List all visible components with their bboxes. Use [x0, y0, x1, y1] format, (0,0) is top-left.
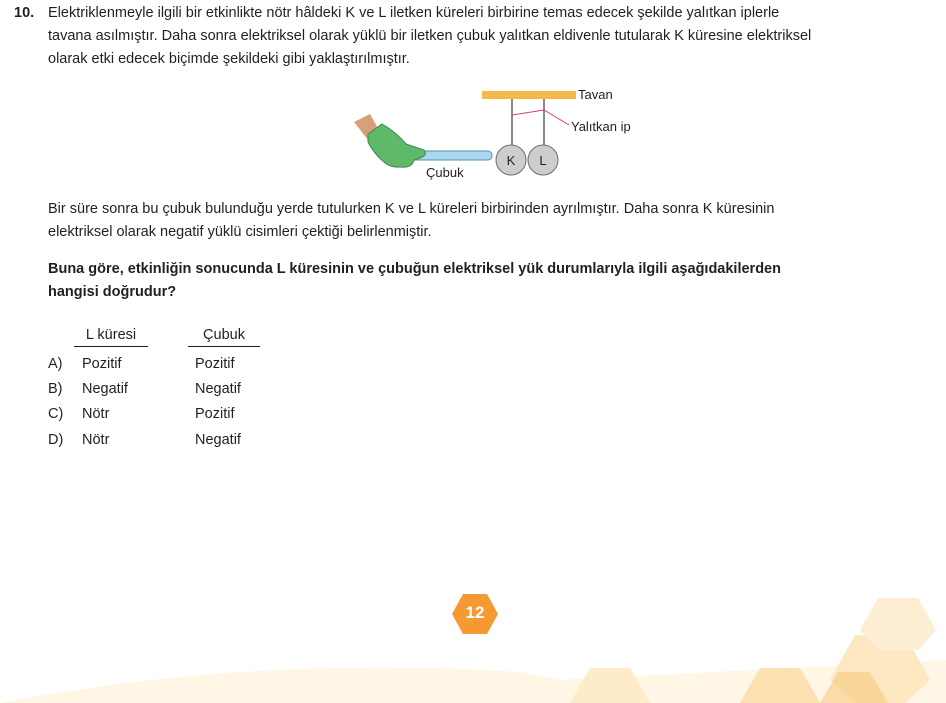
option-a-rod[interactable]: Pozitif — [195, 356, 235, 372]
option-c-rod[interactable]: Pozitif — [195, 406, 235, 422]
ceiling-label: Tavan — [578, 87, 613, 102]
option-c-letter[interactable]: C) — [48, 406, 64, 422]
option-d-l-sphere[interactable]: Nötr — [82, 432, 110, 448]
question-stem — [48, 2, 933, 71]
option-b-rod[interactable]: Negatif — [195, 381, 241, 397]
prompt-line-1: Buna göre, etkinliğin sonucunda L küresinin ve çubuğun elektriksel yük durumlarıyla ilgili aşağıdakilerden — [48, 261, 781, 277]
option-b-l-sphere[interactable]: Negatif — [82, 381, 128, 397]
para2-line-2: elektriksel olarak negatif yüklü cisimleri çektiği belirlenmiştir. — [48, 224, 432, 240]
prompt-line-2: hangisi doğrudur? — [48, 284, 177, 300]
option-c-l-sphere[interactable]: Nötr — [82, 406, 110, 422]
header-l-sphere: L küresi — [74, 327, 148, 347]
para2-line-1: Bir süre sonra bu çubuk bulunduğu yerde tutulurken K ve L küreleri birbirinden ayrılmıştır. Daha sonra K küresinin — [48, 201, 775, 217]
figure-illustration — [340, 82, 660, 187]
option-b-letter[interactable]: B) — [48, 381, 63, 397]
question-number: 10. — [14, 5, 35, 21]
question-prompt — [48, 258, 933, 304]
ceiling-bar — [482, 91, 576, 99]
rod-label: Çubuk — [426, 165, 464, 180]
option-d-letter[interactable]: D) — [48, 432, 64, 448]
header-rod: Çubuk — [188, 327, 260, 347]
option-a-letter[interactable]: A) — [48, 356, 63, 372]
hexagon-decor-4 — [860, 598, 936, 650]
insulating-glove — [368, 124, 425, 167]
hexagon-decor-1 — [570, 668, 650, 703]
question-paragraph-2 — [48, 198, 933, 244]
string-label: Yalıtkan ip — [571, 119, 631, 134]
string-leader-line — [512, 110, 569, 125]
stem-line-3: olarak etki edecek biçimde şekildeki gibi yaklaştırılmıştır. — [48, 51, 410, 67]
stem-line-2: tavana asılmıştır. Daha sonra elektriksel olarak yüklü bir iletken çubuk yalıtkan eldivenle tutularak K küresine elektriksel — [48, 28, 812, 44]
option-d-rod[interactable]: Negatif — [195, 432, 241, 448]
sphere-l-label: L — [539, 153, 547, 168]
option-a-l-sphere[interactable]: Pozitif — [82, 356, 122, 372]
stem-line-1: Elektriklenmeyle ilgili bir etkinlikte nötr hâldeki K ve L iletken küreleri birbirine temas edecek şekilde yalıtkan iplerle — [48, 5, 780, 21]
experiment-figure — [340, 82, 660, 192]
sphere-k-label: K — [506, 153, 516, 168]
page-number: 12 — [465, 603, 485, 622]
